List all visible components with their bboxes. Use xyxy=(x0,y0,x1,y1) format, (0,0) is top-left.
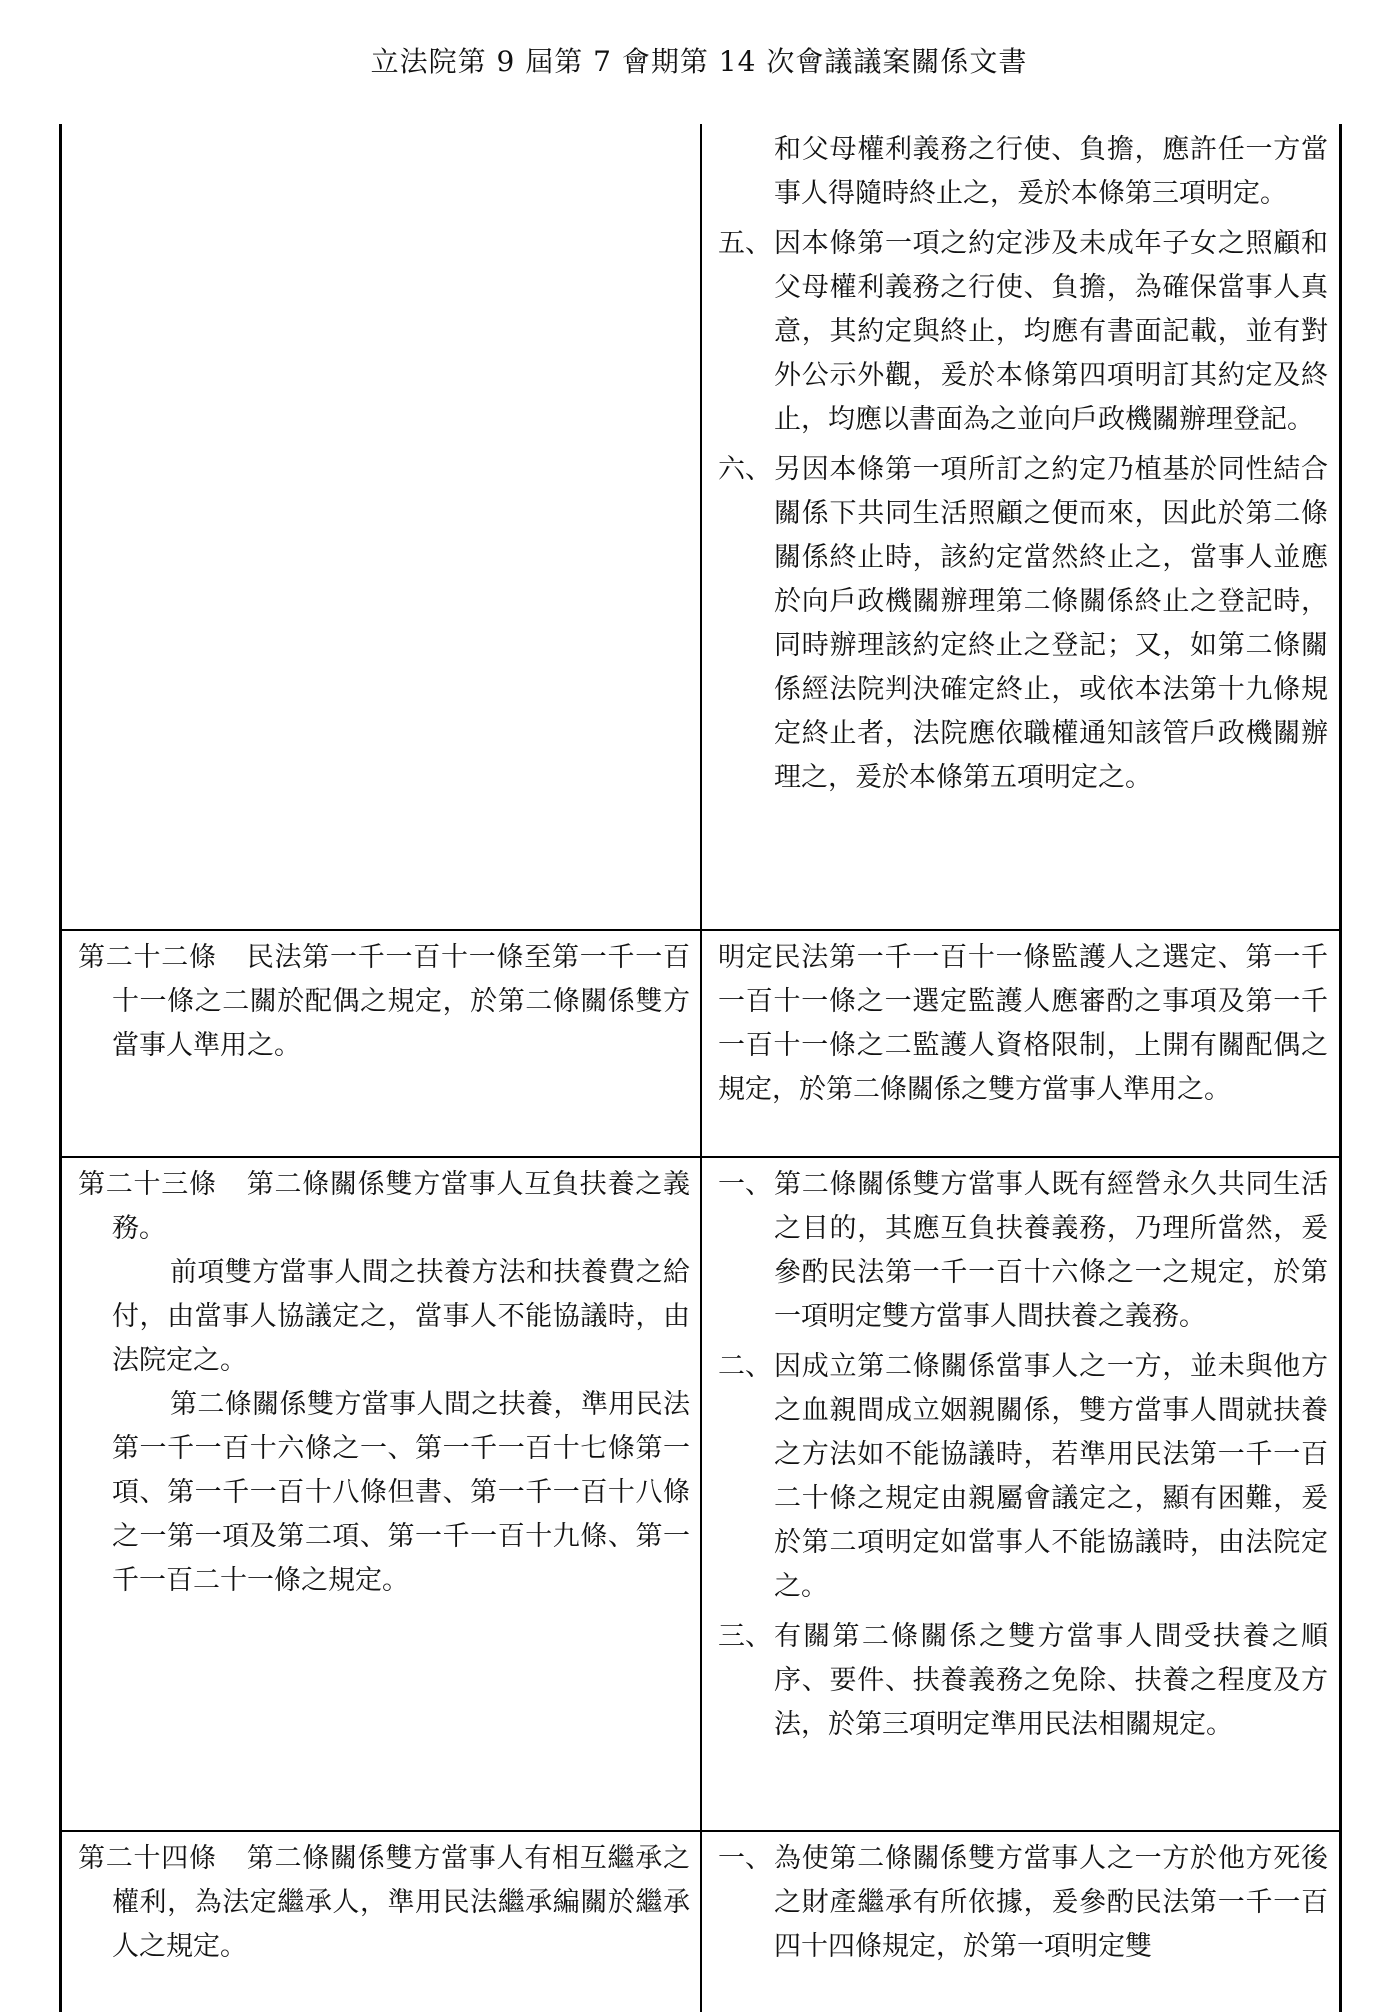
explanation-item xyxy=(718,1837,1328,1969)
explanation-item xyxy=(718,1345,1328,1609)
article-22-text xyxy=(78,936,690,1068)
explanation-item xyxy=(718,222,1328,442)
article-23-explanation-cell xyxy=(718,1163,1328,1747)
row1-explanation-cell xyxy=(718,128,1328,800)
article-22-explanation: 明定民法第一千一百十一條監護人之選定、第一千一百十一條之一選定監護人應審酌之事項及第一千一百十一條之二監護人資格限制，上開有關配偶之規定，於第二條關係之雙方當事人準用之。 xyxy=(718,942,1328,1105)
row-divider xyxy=(62,1830,1339,1832)
item-text: 為使第二條關係雙方當事人之一方於他方死後之財產繼承有所依據，爰參酌民法第一千一百四十四條規定，於第一項明定雙 xyxy=(774,1843,1328,1962)
article-22-explanation-cell xyxy=(718,936,1328,1112)
row-divider xyxy=(62,929,1339,931)
article-paragraph: 第二條關係雙方當事人間之扶養，準用民法第一千一百十六條之一、第一千一百十七條第一項、第一千一百十八條但書、第一千一百十八條之一第一項及第二項、第一千一百十九條、第一千一百二十一條之規定。 xyxy=(112,1389,690,1596)
article-24-cell xyxy=(78,1837,690,1969)
explanation-item xyxy=(718,1163,1328,1339)
document-header: 立法院第 9 屆第 7 會期第 14 次會議議案關係文書 xyxy=(370,45,1028,78)
article-number: 第二十二條 xyxy=(78,942,217,973)
article-number: 第二十四條 xyxy=(78,1843,217,1874)
row-divider xyxy=(62,1156,1339,1158)
item-label: 一、 xyxy=(718,1843,772,1874)
item-label: 六、 xyxy=(718,454,772,485)
article-body: 第二條關係雙方當事人互負扶養之義務。 xyxy=(112,1169,690,1244)
item-text: 第二條關係雙方當事人既有經營永久共同生活之目的，其應互負扶養義務，乃理所當然，爰參酌民法第一千一百十六條之一之規定，於第一項明定雙方當事人間扶養之義務。 xyxy=(774,1169,1328,1332)
item-text: 有關第二條關係之雙方當事人間受扶養之順序、要件、扶養義務之免除、扶養之程度及方法，於第三項明定準用民法相關規定。 xyxy=(774,1621,1328,1740)
item-label: 五、 xyxy=(718,228,772,259)
explanation-continuation: 和父母權利義務之行使、負擔，應許任一方當事人得隨時終止之，爰於本條第三項明定。 xyxy=(774,134,1328,209)
article-24-text xyxy=(78,1837,690,1969)
item-label: 二、 xyxy=(718,1351,772,1382)
column-divider xyxy=(700,124,702,2012)
item-label: 三、 xyxy=(718,1621,772,1652)
article-paragraph: 前項雙方當事人間之扶養方法和扶養費之給付，由當事人協議定之，當事人不能協議時，由法院定之。 xyxy=(112,1257,690,1376)
item-label: 一、 xyxy=(718,1169,772,1200)
item-text: 因成立第二條關係當事人之一方，並未與他方之血親間成立姻親關係，雙方當事人間就扶養之方法如不能協議時，若準用民法第一千一百二十條之規定由親屬會議定之，顯有困難，爰於第二項明定如當事人不能協議時，由法院定之。 xyxy=(774,1351,1328,1602)
article-body: 第二條關係雙方當事人有相互繼承之權利，為法定繼承人，準用民法繼承編關於繼承人之規定。 xyxy=(112,1843,690,1962)
article-24-explanation-cell xyxy=(718,1837,1328,1969)
item-text: 因本條第一項之約定涉及未成年子女之照顧和父母權利義務之行使、負擔，為確保當事人真意，其約定與終止，均應有書面記載，並有對外公示外觀，爰於本條第四項明訂其約定及終止，均應以書面為之並向戶政機關辦理登記。 xyxy=(774,228,1328,435)
comparison-table xyxy=(59,124,1342,2012)
article-22-cell xyxy=(78,936,690,1068)
article-number: 第二十三條 xyxy=(78,1169,217,1200)
explanation-item xyxy=(718,1615,1328,1747)
item-text: 另因本條第一項所訂之約定乃植基於同性結合關係下共同生活照顧之便而來，因此於第二條關係終止時，該約定當然終止之，當事人並應於向戶政機關辦理第二條關係終止之登記時，同時辦理該約定終止之登記；又，如第二條關係經法院判決確定終止，或依本法第十九條規定終止者，法院應依職權通知該管戶政機關辦理之，爰於本條第五項明定之。 xyxy=(774,454,1328,793)
article-body: 民法第一千一百十一條至第一千一百十一條之二關於配偶之規定，於第二條關係雙方當事人準用之。 xyxy=(112,942,690,1061)
explanation-item xyxy=(718,448,1328,800)
article-23-cell xyxy=(78,1163,690,1603)
article-23-text xyxy=(78,1163,690,1251)
